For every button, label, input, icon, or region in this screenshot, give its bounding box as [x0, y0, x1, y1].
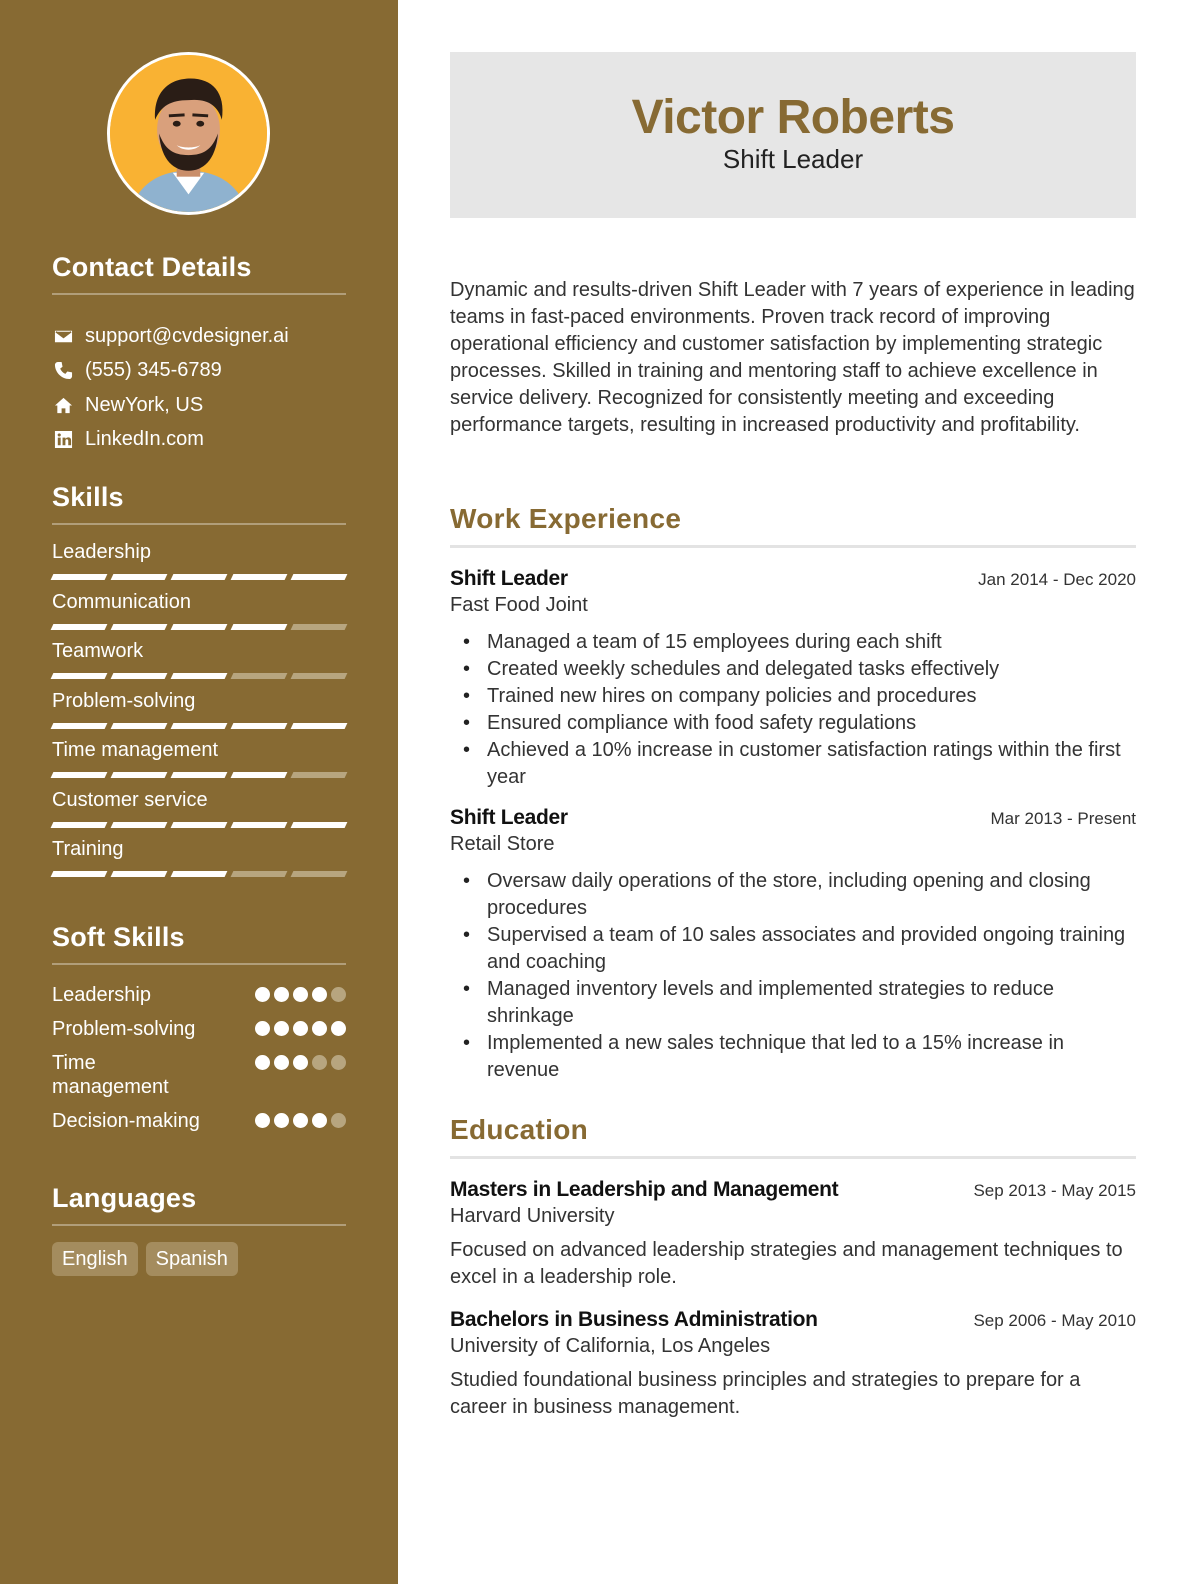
skill-level-segment: [51, 673, 108, 679]
education-school: University of California, Los Angeles: [450, 1335, 771, 1357]
skill-name: Communication: [52, 590, 191, 613]
work-company: Retail Store: [450, 833, 555, 855]
work-role: Shift Leader: [450, 806, 568, 829]
skill-level-bar: [52, 871, 346, 877]
skill-level-segment: [111, 871, 168, 877]
skills-list: [52, 537, 346, 884]
rating-dot: [312, 1021, 327, 1036]
skills-title: Skills: [52, 482, 346, 525]
header: [450, 52, 1136, 218]
rating-dot: [274, 987, 289, 1002]
rating-dot: [293, 1055, 308, 1070]
education-description: Focused on advanced leadership strategies and management techniques to excel in a leadership role.: [450, 1239, 1123, 1288]
skill-item: [52, 686, 346, 736]
contact-phone[interactable]: [52, 354, 346, 389]
work-bullet: • Oversaw daily operations of the store, including opening and closing procedures: [450, 868, 1136, 922]
profile-summary: Dynamic and results-driven Shift Leader with 7 years of experience in leading teams in fast-paced environments. Proven track record of improving operational efficiency and customer satisfaction by implementing strategic processes. Skilled in training and mentoring staff to achieve excellence in service delivery. Recognized for consistently meeting and exceeding performance targets, resulting in increased productivity and profitability.: [450, 279, 1135, 436]
rating-dot: [331, 1113, 346, 1128]
skill-name: Problem-solving: [52, 689, 196, 712]
skill-level-segment: [51, 871, 108, 877]
skill-name: Teamwork: [52, 640, 144, 662]
skill-level-segment: [111, 772, 168, 778]
education-section: [450, 1114, 1136, 1421]
education-entry: [450, 1307, 1136, 1421]
soft-skill-name: Time management: [52, 1052, 169, 1098]
skill-level-segment: [291, 574, 348, 580]
work-bullet: • Managed a team of 15 employees during each shift: [450, 629, 1136, 656]
work-bullet: • Managed inventory levels and implemented strategies to reduce shrinkage: [450, 976, 1136, 1030]
skill-item: [52, 636, 346, 686]
languages-title: Languages: [52, 1183, 346, 1226]
skill-name: Time management: [52, 739, 218, 761]
rating-dot: [255, 987, 270, 1002]
skill-level-segment: [171, 624, 228, 630]
skill-level-segment: [231, 822, 288, 828]
work-entry: [450, 805, 1136, 1084]
rating-dot: [255, 1113, 270, 1128]
contact-phone-text: (555) 345-6789: [85, 359, 222, 382]
envelope-icon: [52, 325, 74, 347]
skill-level-segment: [231, 574, 288, 580]
skill-level-bar: [52, 624, 346, 630]
skill-level-segment: [51, 772, 108, 778]
skill-level-segment: [291, 723, 348, 729]
skill-level-bar: [52, 822, 346, 828]
education-title: Education: [450, 1114, 1136, 1159]
skill-level-bar: [52, 673, 346, 679]
skill-name: Training: [52, 838, 124, 860]
rating-dot: [331, 1021, 346, 1036]
soft-skills-list: [52, 983, 346, 1133]
work-title: Work Experience: [450, 503, 1136, 548]
work-bullet: • Achieved a 10% increase in customer satisfaction ratings within the first year: [450, 737, 1136, 791]
soft-skill-rating: [255, 1051, 346, 1070]
work-entry: [450, 566, 1136, 791]
skill-level-bar: [52, 574, 346, 580]
skill-level-segment: [171, 673, 228, 679]
education-date: Sep 2013 - May 2015: [973, 1181, 1136, 1200]
education-school: Harvard University: [450, 1205, 615, 1227]
phone-icon: [52, 360, 74, 382]
soft-skill-item: [52, 1109, 346, 1133]
skill-level-bar: [52, 772, 346, 778]
skill-item: [52, 537, 346, 587]
work-section: [450, 503, 1136, 1084]
skill-level-segment: [231, 624, 288, 630]
skill-level-segment: [111, 723, 168, 729]
education-degree: Bachelors in Business Administration: [450, 1308, 818, 1331]
skill-item: [52, 785, 346, 835]
work-bullet: • Supervised a team of 10 sales associates and provided ongoing training and coaching: [450, 922, 1136, 976]
work-bullets: [450, 629, 1136, 791]
language-tag: English: [52, 1242, 138, 1276]
skill-level-segment: [171, 574, 228, 580]
skill-level-segment: [231, 772, 288, 778]
work-role: Shift Leader: [450, 567, 568, 590]
skill-level-bar: [52, 723, 346, 729]
languages-section: [52, 1183, 346, 1276]
linkedin-icon: [52, 429, 74, 451]
soft-skill-name: Problem-solving: [52, 1018, 196, 1040]
work-bullet: • Created weekly schedules and delegated tasks effectively: [450, 656, 1136, 683]
skill-level-segment: [231, 723, 288, 729]
education-description: Studied foundational business principles and strategies to prepare for a career in business management.: [450, 1369, 1081, 1418]
skill-level-segment: [51, 624, 108, 630]
skill-level-segment: [111, 624, 168, 630]
soft-skill-item: [52, 1017, 346, 1041]
soft-skills-title: Soft Skills: [52, 922, 346, 965]
skill-level-segment: [291, 772, 348, 778]
rating-dot: [255, 1055, 270, 1070]
education-date: Sep 2006 - May 2010: [973, 1311, 1136, 1330]
rating-dot: [312, 1055, 327, 1070]
soft-skill-rating: [255, 1017, 346, 1036]
work-company: Fast Food Joint: [450, 594, 588, 616]
soft-skill-item: [52, 1051, 346, 1099]
soft-skill-item: [52, 983, 346, 1007]
skill-level-segment: [231, 673, 288, 679]
avatar: [107, 52, 270, 215]
work-bullet: • Ensured compliance with food safety regulations: [450, 710, 1136, 737]
skill-level-segment: [171, 871, 228, 877]
skill-item: [52, 735, 346, 785]
skill-level-segment: [51, 822, 108, 828]
skill-level-segment: [51, 574, 108, 580]
home-icon: [52, 394, 74, 416]
contact-linkedin-text: LinkedIn.com: [85, 428, 204, 451]
work-bullets: [450, 868, 1136, 1084]
rating-dot: [293, 1021, 308, 1036]
contact-email-text: support@cvdesigner.ai: [85, 324, 289, 347]
skill-item: [52, 587, 346, 637]
sidebar: [0, 0, 398, 1584]
profile-photo: [110, 55, 267, 212]
contact-title: Contact Details: [52, 252, 346, 295]
skill-item: [52, 834, 346, 884]
work-bullet: • Implemented a new sales technique that led to a 15% increase in revenue: [450, 1030, 1136, 1084]
work-date: Jan 2014 - Dec 2020: [978, 570, 1136, 589]
contact-location: [52, 388, 346, 423]
skill-level-segment: [111, 574, 168, 580]
rating-dot: [293, 987, 308, 1002]
candidate-name: Victor Roberts: [631, 91, 955, 144]
skill-level-segment: [111, 822, 168, 828]
work-bullet: • Trained new hires on company policies and procedures: [450, 683, 1136, 710]
skill-name: Leadership: [52, 541, 151, 563]
contact-email[interactable]: [52, 319, 346, 354]
rating-dot: [312, 1113, 327, 1128]
skill-level-segment: [171, 772, 228, 778]
contact-linkedin[interactable]: [52, 423, 346, 458]
rating-dot: [274, 1021, 289, 1036]
contact-location-text: NewYork, US: [85, 393, 204, 416]
rating-dot: [274, 1055, 289, 1070]
soft-skill-rating: [255, 983, 346, 1002]
language-tag: Spanish: [146, 1242, 238, 1276]
skill-level-segment: [291, 673, 348, 679]
soft-skill-name: Decision-making: [52, 1110, 200, 1132]
skill-level-segment: [231, 871, 288, 877]
skill-level-segment: [51, 723, 108, 729]
skill-level-segment: [111, 673, 168, 679]
skill-level-segment: [291, 624, 348, 630]
soft-skill-rating: [255, 1109, 346, 1128]
skills-section: [52, 482, 346, 884]
skill-level-segment: [171, 723, 228, 729]
rating-dot: [331, 1055, 346, 1070]
rating-dot: [312, 987, 327, 1002]
languages-list: [52, 1242, 346, 1276]
skill-name: Customer service: [52, 788, 208, 811]
education-degree: Masters in Leadership and Management: [450, 1178, 839, 1201]
rating-dot: [255, 1021, 270, 1036]
candidate-title: Shift Leader: [722, 144, 864, 174]
rating-dot: [331, 987, 346, 1002]
skill-level-segment: [171, 822, 228, 828]
rating-dot: [274, 1113, 289, 1128]
soft-skill-name: Leadership: [52, 984, 151, 1006]
work-date: Mar 2013 - Present: [990, 809, 1136, 828]
skill-level-segment: [291, 822, 348, 828]
skill-level-segment: [291, 871, 348, 877]
contact-list: [52, 319, 346, 457]
contact-section: [52, 252, 346, 457]
soft-skills-section: [52, 922, 346, 1143]
education-entry: [450, 1177, 1136, 1291]
rating-dot: [293, 1113, 308, 1128]
